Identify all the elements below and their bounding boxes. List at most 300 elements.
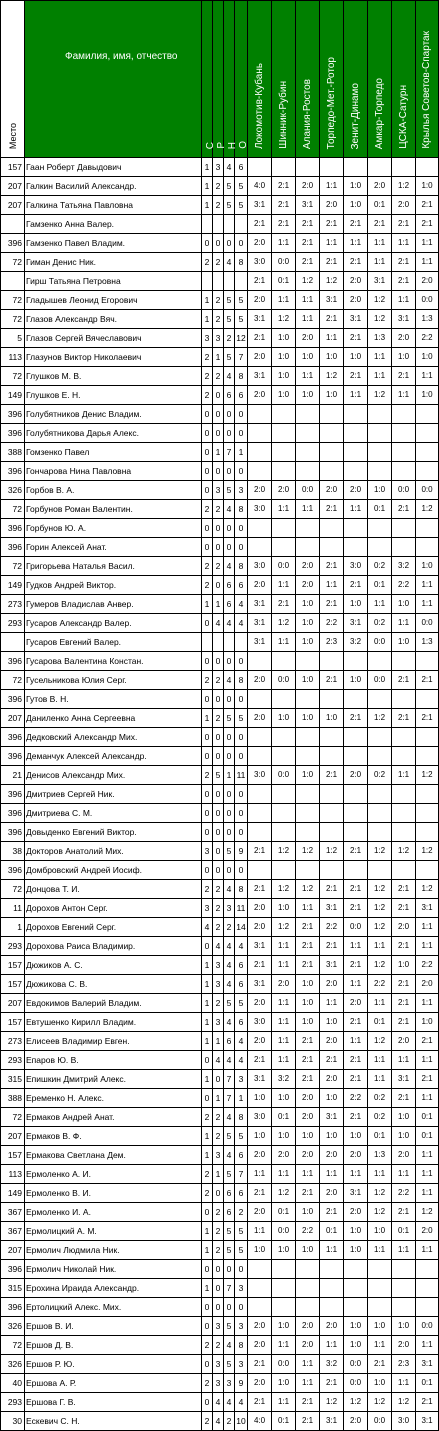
score-cell: 1:1 <box>272 994 296 1013</box>
stat-cell: 1 <box>213 443 224 462</box>
stat-cell: 5 <box>235 1241 248 1260</box>
score-cell: 1:3 <box>416 633 439 652</box>
stat-cell: 1 <box>213 1165 224 1184</box>
stat-cell: 1 <box>202 1241 213 1260</box>
place-cell: 396 <box>1 747 25 766</box>
score-cell: 2:0 <box>320 1070 344 1089</box>
stat-cell: 2 <box>202 671 213 690</box>
stat-cell: 2 <box>202 1165 213 1184</box>
score-cell: 1:1 <box>416 253 439 272</box>
table-row[interactable] <box>1 1184 439 1203</box>
table-row[interactable] <box>1 1279 439 1298</box>
table-row[interactable] <box>1 576 439 595</box>
table-row[interactable] <box>1 937 439 956</box>
score-cell <box>392 1298 416 1317</box>
score-cell <box>416 1260 439 1279</box>
table-row[interactable] <box>1 1070 439 1089</box>
score-cell: 2:1 <box>296 1393 320 1412</box>
score-cell: 1:2 <box>368 310 392 329</box>
stat-cell: 0 <box>224 1260 235 1279</box>
table-row[interactable] <box>1 291 439 310</box>
score-cell: 1:1 <box>320 576 344 595</box>
place-cell: 72 <box>1 310 25 329</box>
name-cell: Горбов В. А. <box>25 481 202 500</box>
name-cell: Ершов Р. Ю. <box>25 1355 202 1374</box>
score-cell <box>392 747 416 766</box>
stat-cell: 2 <box>202 1108 213 1127</box>
score-cell: 2:0 <box>272 1146 296 1165</box>
score-cell: 2:2 <box>416 329 439 348</box>
score-cell: 1:0 <box>320 386 344 405</box>
score-cell: 1:1 <box>272 1165 296 1184</box>
score-cell: 1:0 <box>392 348 416 367</box>
score-cell: 1:1 <box>320 177 344 196</box>
score-cell: 2:0 <box>296 329 320 348</box>
table-row[interactable] <box>1 348 439 367</box>
table-row[interactable] <box>1 557 439 576</box>
score-cell <box>272 443 296 462</box>
stat-cell: 0 <box>202 1260 213 1279</box>
stat-cell: 9 <box>235 1374 248 1393</box>
stat-cell: 5 <box>224 842 235 861</box>
score-cell: 3:1 <box>344 310 368 329</box>
stat-cell: 4 <box>224 367 235 386</box>
table-row[interactable] <box>1 1241 439 1260</box>
table-row[interactable] <box>1 595 439 614</box>
score-cell: 2:2 <box>392 1184 416 1203</box>
name-cell: Гусельникова Юлия Серг. <box>25 671 202 690</box>
name-cell: Гладышев Леонид Егорович <box>25 291 202 310</box>
score-cell <box>248 823 272 842</box>
score-cell <box>248 158 272 177</box>
table-row[interactable] <box>1 481 439 500</box>
stat-cell: 4 <box>213 937 224 956</box>
place-cell: 157 <box>1 158 25 177</box>
match-header: Торпедо-Мет.-Ротор <box>320 1 344 158</box>
stat-cell: 4 <box>224 614 235 633</box>
score-cell: 1:0 <box>272 1127 296 1146</box>
score-cell: 4:0 <box>248 1412 272 1431</box>
table-row[interactable] <box>1 538 439 557</box>
score-cell <box>368 519 392 538</box>
table-row[interactable] <box>1 367 439 386</box>
score-cell: 2:0 <box>392 329 416 348</box>
table-row[interactable] <box>1 804 439 823</box>
stat-cell: 0 <box>213 462 224 481</box>
score-cell <box>416 405 439 424</box>
score-cell: 1:1 <box>344 975 368 994</box>
place-cell: 113 <box>1 348 25 367</box>
stat-cell: 0 <box>213 234 224 253</box>
table-row[interactable] <box>1 785 439 804</box>
stat-cell: 5 <box>235 994 248 1013</box>
score-cell: 2:0 <box>416 272 439 291</box>
stat-cell: 0 <box>224 234 235 253</box>
table-row[interactable] <box>1 1374 439 1393</box>
score-cell: 2:1 <box>320 253 344 272</box>
stat-cell: 1 <box>224 766 235 785</box>
table-row[interactable] <box>1 709 439 728</box>
name-cell: Гусарова Валентина Констан. <box>25 652 202 671</box>
score-cell: 0:0 <box>416 614 439 633</box>
table-row[interactable] <box>1 158 439 177</box>
name-cell: Гомзенко Павел <box>25 443 202 462</box>
score-cell: 3:1 <box>416 1412 439 1431</box>
stat-cell: 0 <box>202 538 213 557</box>
score-cell: 1:0 <box>344 671 368 690</box>
score-cell <box>296 424 320 443</box>
stat-cell <box>235 215 248 234</box>
table-row[interactable] <box>1 1393 439 1412</box>
score-cell: 3:1 <box>392 1070 416 1089</box>
place-cell: 388 <box>1 1089 25 1108</box>
stat-cell: 5 <box>224 1127 235 1146</box>
score-cell: 1:2 <box>368 1184 392 1203</box>
table-row[interactable] <box>1 405 439 424</box>
stat-cell: 4 <box>224 956 235 975</box>
score-cell <box>416 519 439 538</box>
table-row[interactable] <box>1 614 439 633</box>
name-cell: Епишкин Дмитрий Алекс. <box>25 1070 202 1089</box>
table-row[interactable] <box>1 1298 439 1317</box>
score-cell <box>320 462 344 481</box>
table-row[interactable] <box>1 1412 439 1431</box>
score-cell: 2:1 <box>320 1374 344 1393</box>
table-row[interactable] <box>1 671 439 690</box>
stat-cell: 3 <box>213 1374 224 1393</box>
stat-cell: 2 <box>202 880 213 899</box>
table-row[interactable] <box>1 386 439 405</box>
score-cell: 1:2 <box>272 1184 296 1203</box>
stat-cell: 1 <box>202 1279 213 1298</box>
score-cell <box>416 747 439 766</box>
place-cell: 396 <box>1 728 25 747</box>
table-row[interactable] <box>1 1260 439 1279</box>
score-cell: 2:2 <box>368 975 392 994</box>
stat-cell <box>235 272 248 291</box>
score-cell: 1:1 <box>272 1393 296 1412</box>
score-cell: 2:1 <box>416 1393 439 1412</box>
score-cell: 2:0 <box>248 1317 272 1336</box>
stat-cell: 3 <box>213 481 224 500</box>
score-cell: 2:0 <box>296 177 320 196</box>
stat-cell: 0 <box>202 1317 213 1336</box>
table-row[interactable] <box>1 1032 439 1051</box>
score-cell <box>296 405 320 424</box>
table-row[interactable] <box>1 329 439 348</box>
name-cell: Ермоленко И. А. <box>25 1203 202 1222</box>
name-cell: Дорохова Раиса Владимир. <box>25 937 202 956</box>
place-cell: 396 <box>1 538 25 557</box>
score-cell: 1:0 <box>272 329 296 348</box>
table-row[interactable] <box>1 272 439 291</box>
table-row[interactable] <box>1 880 439 899</box>
score-cell <box>416 823 439 842</box>
score-cell: 2:1 <box>344 899 368 918</box>
place-cell: 72 <box>1 1108 25 1127</box>
score-cell: 4:0 <box>248 177 272 196</box>
score-cell: 0:0 <box>344 918 368 937</box>
name-cell: Галкин Василий Александр. <box>25 177 202 196</box>
stat-cell: 2 <box>213 671 224 690</box>
table-row[interactable] <box>1 899 439 918</box>
score-cell: 1:1 <box>416 576 439 595</box>
stat-cell: 0 <box>224 652 235 671</box>
score-cell: 1:2 <box>368 1393 392 1412</box>
score-cell: 3:1 <box>248 310 272 329</box>
table-row[interactable] <box>1 1146 439 1165</box>
stat-cell: 5 <box>224 1222 235 1241</box>
name-cell: Ермаков Андрей Анат. <box>25 1108 202 1127</box>
score-cell: 2:1 <box>392 975 416 994</box>
score-cell: 2:2 <box>392 576 416 595</box>
stat-cell: 0 <box>202 652 213 671</box>
name-cell: Евтушенко Кирилл Владим. <box>25 1013 202 1032</box>
stat-cell: 4 <box>224 671 235 690</box>
score-cell: 2:1 <box>392 1203 416 1222</box>
table-row[interactable] <box>1 196 439 215</box>
table-row[interactable] <box>1 215 439 234</box>
stat-cell: 0 <box>202 937 213 956</box>
table-row[interactable] <box>1 766 439 785</box>
stat-cell: 1 <box>202 1013 213 1032</box>
score-cell: 3:0 <box>248 557 272 576</box>
score-cell: 1:0 <box>272 386 296 405</box>
stat-cell: 5 <box>224 1165 235 1184</box>
stat-cell: 0 <box>224 785 235 804</box>
table-row[interactable] <box>1 310 439 329</box>
place-cell: 1 <box>1 918 25 937</box>
place-cell: 40 <box>1 1374 25 1393</box>
table-row[interactable] <box>1 424 439 443</box>
table-row[interactable] <box>1 519 439 538</box>
score-cell: 2:1 <box>248 1393 272 1412</box>
name-cell: Гирш Татьяна Петровна <box>25 272 202 291</box>
name-header: Фамилия, имя, отчество <box>25 1 202 158</box>
place-cell: 157 <box>1 1146 25 1165</box>
score-cell <box>344 462 368 481</box>
stat-header-o: О <box>235 1 248 158</box>
name-cell: Дедковский Александр Мих. <box>25 728 202 747</box>
score-cell: 1:0 <box>296 1127 320 1146</box>
table-row[interactable] <box>1 861 439 880</box>
score-cell: 1:0 <box>344 177 368 196</box>
place-cell: 396 <box>1 1260 25 1279</box>
score-cell: 1:2 <box>272 310 296 329</box>
stat-cell: 0 <box>213 804 224 823</box>
name-cell: Гутов В. Н. <box>25 690 202 709</box>
place-cell <box>1 215 25 234</box>
stat-cell: 5 <box>224 177 235 196</box>
stat-cell: 4 <box>224 880 235 899</box>
name-cell: Ершова Г. В. <box>25 1393 202 1412</box>
score-cell: 2:1 <box>392 272 416 291</box>
table-row[interactable] <box>1 443 439 462</box>
stat-cell: 3 <box>202 329 213 348</box>
score-cell: 1:0 <box>392 1108 416 1127</box>
table-row[interactable] <box>1 1355 439 1374</box>
score-cell: 2:0 <box>296 557 320 576</box>
score-cell: 2:1 <box>392 500 416 519</box>
score-cell <box>344 785 368 804</box>
table-row[interactable] <box>1 1051 439 1070</box>
score-cell: 1:1 <box>416 595 439 614</box>
table-row[interactable] <box>1 1127 439 1146</box>
score-cell <box>320 158 344 177</box>
stat-cell: 8 <box>235 1336 248 1355</box>
stat-cell: 5 <box>213 766 224 785</box>
table-row[interactable] <box>1 234 439 253</box>
score-cell: 0:1 <box>368 576 392 595</box>
score-cell: 3:0 <box>248 1108 272 1127</box>
place-cell: 396 <box>1 424 25 443</box>
table-row[interactable] <box>1 956 439 975</box>
score-cell: 1:1 <box>368 1051 392 1070</box>
score-cell: 0:1 <box>368 1127 392 1146</box>
place-cell <box>1 633 25 652</box>
score-cell: 1:1 <box>392 1241 416 1260</box>
score-cell: 1:0 <box>248 1127 272 1146</box>
score-cell <box>344 1260 368 1279</box>
place-cell: 157 <box>1 975 25 994</box>
stat-cell: 0 <box>202 823 213 842</box>
table-row[interactable] <box>1 823 439 842</box>
stat-cell: 2 <box>202 253 213 272</box>
score-cell: 1:1 <box>296 367 320 386</box>
score-cell: 1:2 <box>320 272 344 291</box>
score-cell: 1:1 <box>272 1032 296 1051</box>
score-cell: 0:2 <box>368 766 392 785</box>
stat-cell: 7 <box>224 443 235 462</box>
table-row[interactable] <box>1 1317 439 1336</box>
score-cell: 2:1 <box>320 500 344 519</box>
score-cell: 1:2 <box>368 842 392 861</box>
table-row[interactable] <box>1 1089 439 1108</box>
stat-cell: 0 <box>224 690 235 709</box>
score-cell: 2:0 <box>248 576 272 595</box>
name-cell: Ермолич Николай Ник. <box>25 1260 202 1279</box>
place-cell: 273 <box>1 1032 25 1051</box>
table-row[interactable] <box>1 690 439 709</box>
table-row[interactable] <box>1 1108 439 1127</box>
place-cell: 367 <box>1 1203 25 1222</box>
table-row[interactable] <box>1 1222 439 1241</box>
stat-cell: 2 <box>202 500 213 519</box>
table-row[interactable] <box>1 728 439 747</box>
stat-cell: 0 <box>213 1298 224 1317</box>
stat-cell: 5 <box>235 1222 248 1241</box>
score-cell <box>320 747 344 766</box>
score-cell: 2:0 <box>320 196 344 215</box>
score-cell: 1:0 <box>368 481 392 500</box>
table-row[interactable] <box>1 1013 439 1032</box>
stat-cell: 0 <box>235 234 248 253</box>
table-row[interactable] <box>1 1165 439 1184</box>
score-cell <box>368 538 392 557</box>
table-row[interactable] <box>1 633 439 652</box>
score-cell: 1:1 <box>368 253 392 272</box>
score-cell: 3:2 <box>392 557 416 576</box>
stat-cell: 2 <box>213 899 224 918</box>
place-cell: 207 <box>1 709 25 728</box>
stat-cell: 0 <box>213 1279 224 1298</box>
score-cell: 2:1 <box>320 595 344 614</box>
score-cell <box>368 690 392 709</box>
stat-cell: 0 <box>202 614 213 633</box>
stat-cell: 5 <box>224 481 235 500</box>
score-cell: 2:1 <box>320 1051 344 1070</box>
table-row[interactable] <box>1 842 439 861</box>
score-cell <box>320 652 344 671</box>
score-cell: 1:1 <box>416 1241 439 1260</box>
score-cell: 0:0 <box>272 1355 296 1374</box>
score-cell: 1:0 <box>296 709 320 728</box>
score-cell <box>296 158 320 177</box>
table-row[interactable] <box>1 652 439 671</box>
table-row[interactable] <box>1 253 439 272</box>
score-cell <box>272 158 296 177</box>
score-cell: 1:2 <box>320 1393 344 1412</box>
stat-cell: 3 <box>235 481 248 500</box>
score-cell: 2:0 <box>416 975 439 994</box>
score-cell: 2:1 <box>344 253 368 272</box>
score-cell: 0:0 <box>344 1374 368 1393</box>
score-cell: 1:0 <box>392 1127 416 1146</box>
score-cell: 1:1 <box>416 1165 439 1184</box>
stat-cell: 1 <box>235 443 248 462</box>
name-cell: Галкина Татьяна Павловна <box>25 196 202 215</box>
score-cell: 2:1 <box>296 1184 320 1203</box>
table-row[interactable] <box>1 918 439 937</box>
stat-cell: 3 <box>213 1146 224 1165</box>
stat-cell: 0 <box>202 405 213 424</box>
stat-cell: 1 <box>213 348 224 367</box>
table-row[interactable] <box>1 462 439 481</box>
table-row[interactable] <box>1 1336 439 1355</box>
score-cell: 3:0 <box>248 253 272 272</box>
score-cell <box>248 728 272 747</box>
stat-cell: 0 <box>235 405 248 424</box>
stat-cell: 4 <box>213 1051 224 1070</box>
table-row[interactable] <box>1 177 439 196</box>
score-cell: 1:0 <box>416 348 439 367</box>
stat-cell: 4 <box>235 1032 248 1051</box>
stat-cell: 4 <box>224 500 235 519</box>
place-cell: 326 <box>1 481 25 500</box>
score-cell: 2:0 <box>344 994 368 1013</box>
score-cell: 1:1 <box>392 1374 416 1393</box>
score-cell: 1:1 <box>296 310 320 329</box>
score-cell <box>320 443 344 462</box>
place-cell: 293 <box>1 1051 25 1070</box>
stat-cell: 2 <box>202 576 213 595</box>
score-cell: 1:1 <box>416 234 439 253</box>
table-row[interactable] <box>1 975 439 994</box>
score-cell: 2:1 <box>320 1203 344 1222</box>
table-row[interactable] <box>1 500 439 519</box>
score-cell: 2:0 <box>344 272 368 291</box>
table-row[interactable] <box>1 747 439 766</box>
place-cell: 396 <box>1 1298 25 1317</box>
score-cell <box>272 462 296 481</box>
table-row[interactable] <box>1 1203 439 1222</box>
score-cell <box>248 538 272 557</box>
stat-cell: 3 <box>224 1374 235 1393</box>
table-row[interactable] <box>1 994 439 1013</box>
score-cell: 3:1 <box>344 614 368 633</box>
stat-cell: 1 <box>202 196 213 215</box>
score-cell: 1:1 <box>296 899 320 918</box>
